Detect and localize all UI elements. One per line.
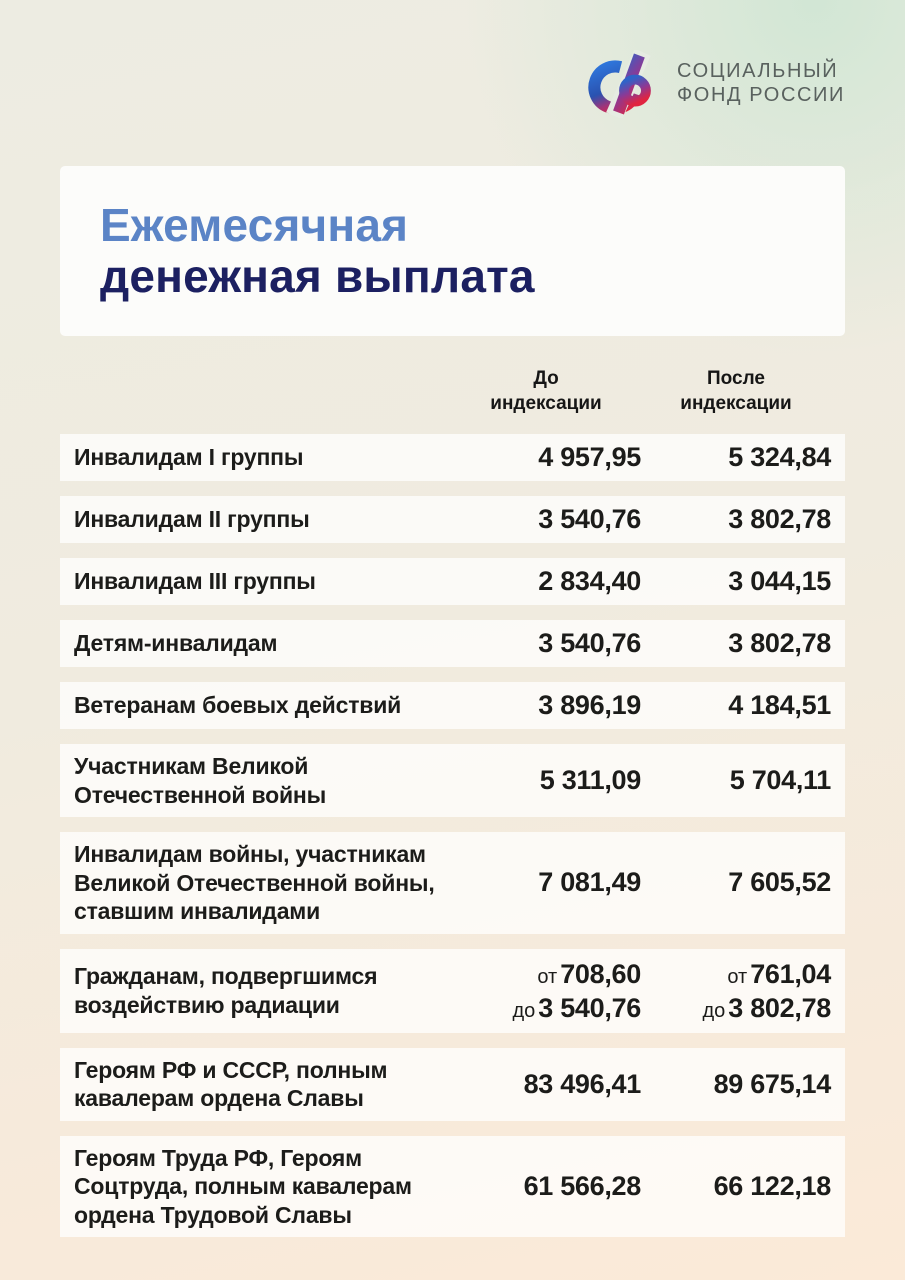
range-prefix: до: [702, 999, 726, 1022]
brand-header: [60, 0, 845, 118]
title-card: [60, 166, 845, 336]
table-row: [60, 434, 845, 481]
table-row: [60, 832, 845, 934]
value-before: 7 081,49: [538, 867, 641, 898]
brand-name-line2: ФОНД РОССИИ: [676, 84, 845, 106]
row-label: Гражданам, подвергшимся воздействию радиации: [74, 963, 378, 1018]
row-label: Ветеранам боевых действий: [74, 692, 402, 719]
table-row: [60, 949, 845, 1033]
range-value: 708,60: [560, 958, 641, 989]
row-label: Участникам Великой Отечественной войны: [74, 753, 327, 808]
value-before: 83 496,41: [523, 1068, 641, 1099]
value-after: 89 675,14: [713, 1068, 831, 1099]
column-headers: [60, 366, 845, 416]
value-before: [451, 957, 641, 1025]
row-label: Героям РФ и СССР, полным кавалерам ордена Славы: [74, 1056, 388, 1112]
value-after: 3 802,78: [728, 628, 831, 659]
value-before: 5 311,09: [539, 765, 641, 796]
row-label: Инвалидам I группы: [74, 444, 304, 471]
table-row: [60, 1136, 845, 1238]
row-label: Инвалидам II группы: [74, 506, 310, 533]
column-header-after: После индексации: [680, 368, 792, 415]
value-before: 61 566,28: [523, 1171, 641, 1202]
table-row: [60, 620, 845, 667]
row-label: Детям-инвалидам: [74, 630, 278, 657]
range-line: [451, 991, 641, 1025]
value-before: 3 540,76: [538, 628, 641, 659]
value-before: 4 957,95: [538, 442, 641, 473]
payments-table: [60, 434, 845, 1237]
brand-name-line1: СОЦИАЛЬНЫЙ: [676, 60, 839, 83]
value-before: 2 834,40: [538, 566, 641, 597]
row-label: Героям Труда РФ, Героям Соцтруда, полным кавалерам ордена Трудовой Славы: [74, 1144, 412, 1228]
range-value: 3 802,78: [728, 992, 831, 1023]
column-header-before: До индексации: [490, 368, 602, 415]
row-label: Инвалидам III группы: [74, 568, 316, 595]
page-title-accent: Ежемесячная: [100, 199, 409, 251]
value-after: 7 605,52: [728, 867, 831, 898]
range-prefix: от: [537, 965, 558, 988]
value-before: 3 540,76: [538, 504, 641, 535]
value-after: 66 122,18: [713, 1171, 831, 1202]
value-after: 3 802,78: [728, 504, 831, 535]
range-prefix: до: [512, 999, 536, 1022]
value-after: [641, 957, 831, 1025]
value-after: 4 184,51: [728, 690, 831, 721]
value-after: 5 704,11: [729, 765, 831, 796]
value-after: 5 324,84: [728, 442, 831, 473]
table-row: [60, 558, 845, 605]
row-label: Инвалидам войны, участникам Великой Отечественной войны, ставшим инвалидами: [74, 841, 435, 925]
value-after: 3 044,15: [728, 566, 831, 597]
range-value: 761,04: [750, 958, 831, 989]
range-value: 3 540,76: [538, 992, 641, 1023]
value-before: 3 896,19: [538, 690, 641, 721]
table-row: [60, 496, 845, 543]
range-line: [451, 957, 641, 991]
brand-name: [677, 60, 845, 107]
sfr-logo-icon: [586, 50, 662, 118]
table-row: [60, 744, 845, 817]
range-line: [641, 957, 831, 991]
table-row: [60, 1048, 845, 1121]
page-title-main: денежная выплата: [100, 249, 535, 302]
range-prefix: от: [727, 965, 748, 988]
range-line: [641, 991, 831, 1025]
table-row: [60, 682, 845, 729]
